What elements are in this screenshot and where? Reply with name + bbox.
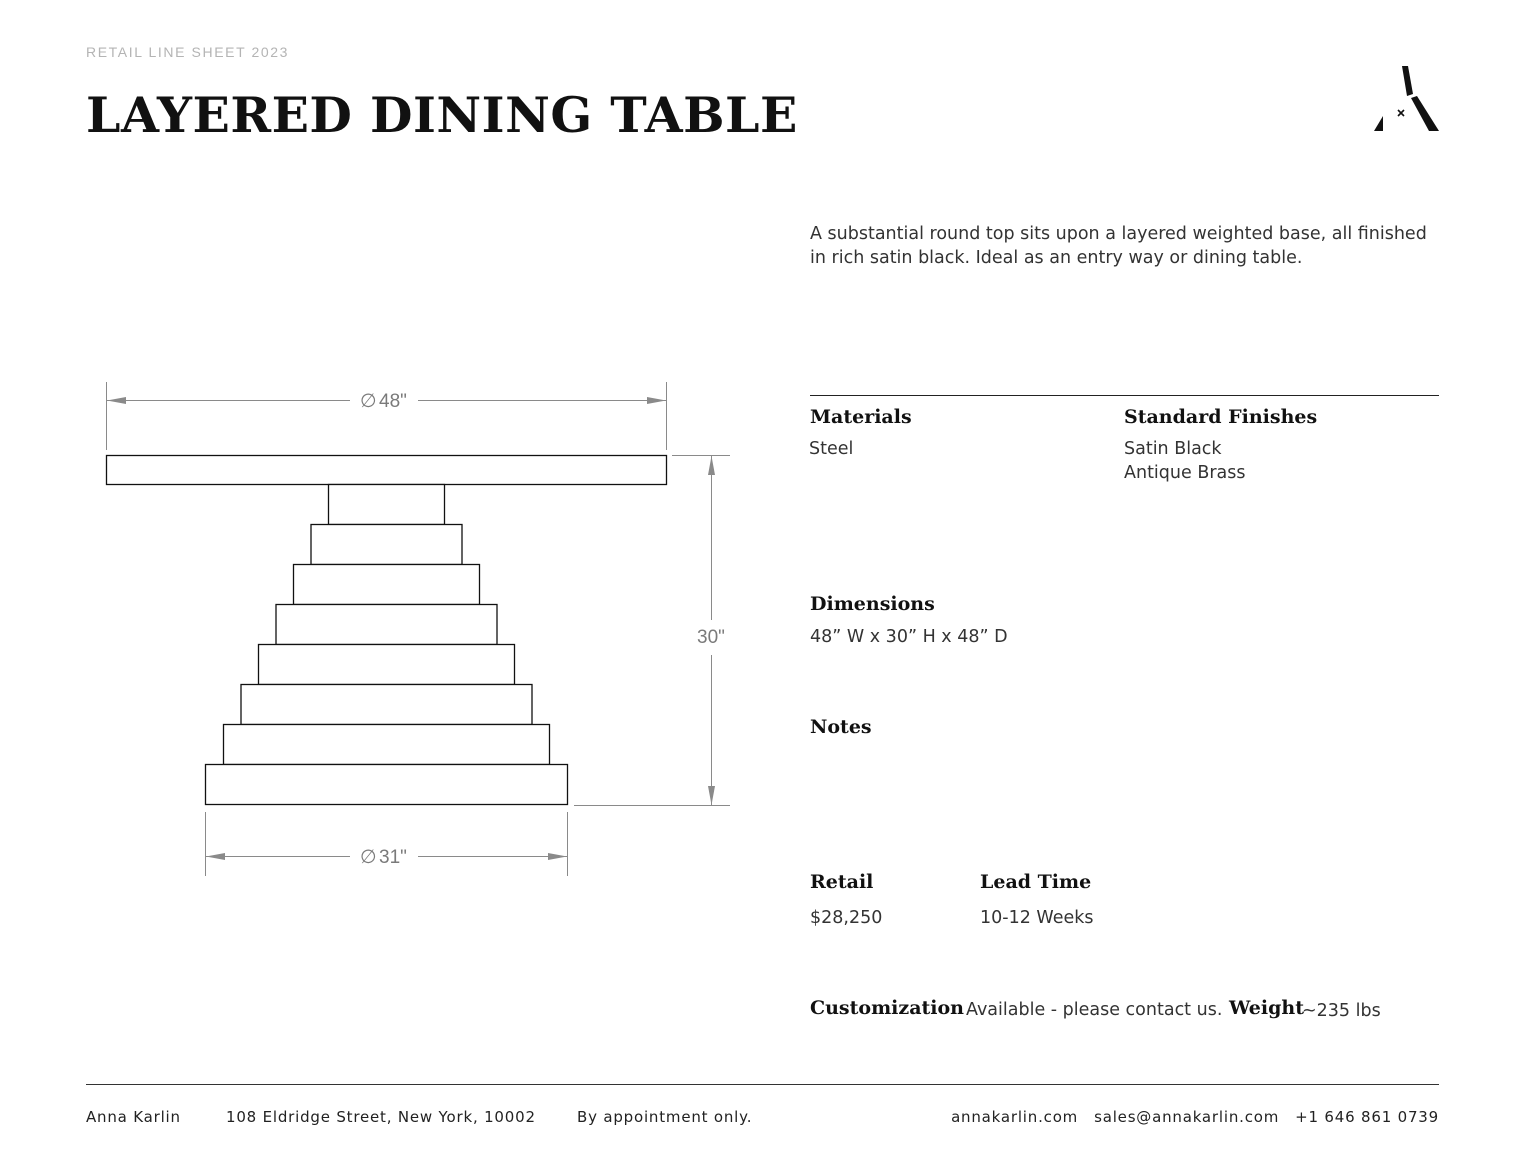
arrow-base-left: [206, 853, 225, 860]
base-diameter-label: 31": [379, 847, 407, 868]
weight-value: ~235 lbs: [1302, 1001, 1381, 1021]
materials-value: Steel: [809, 439, 854, 459]
height-label: 30": [697, 627, 725, 648]
retail-label: Retail: [810, 871, 874, 893]
lead-time-value: 10-12 Weeks: [980, 908, 1094, 928]
lead-time-label: Lead Time: [980, 871, 1092, 893]
footer-company-name: Anna Karlin: [86, 1108, 181, 1126]
footer-address: 108 Eldridge Street, New York, 10002: [226, 1108, 536, 1126]
base-tier-6: [224, 725, 550, 765]
base-tier-5: [241, 685, 532, 725]
line-sheet-label: RETAIL LINE SHEET 2023: [86, 44, 290, 60]
footer-email-link[interactable]: sales@annakarlin.com: [1094, 1108, 1280, 1126]
arrow-base-right: [548, 853, 567, 860]
customization-label: Customization: [810, 997, 964, 1019]
table-top: [107, 456, 667, 485]
finish-satin-black: Satin Black: [1124, 439, 1222, 459]
table-pedestal-column: [329, 485, 445, 525]
base-tier-7: [206, 765, 568, 805]
footer-contacts: [951, 1108, 1439, 1126]
footer-website-link[interactable]: annakarlin.com: [951, 1108, 1079, 1126]
arrow-top-right: [647, 397, 666, 404]
finish-antique-brass: Antique Brass: [1124, 463, 1246, 483]
footer-divider: [86, 1084, 1439, 1085]
base-diameter-symbol: ∅: [360, 847, 377, 868]
table-technical-drawing: [95, 375, 740, 885]
dimensions-label: Dimensions: [810, 593, 935, 615]
customization-value: Available - please contact us.: [966, 1000, 1223, 1020]
product-description: A substantial round top sits upon a layered weighted base, all finished in rich satin black. Ideal as an entry way or dining table.: [810, 224, 1427, 268]
dimensions-value: 48” W x 30” H x 48” D: [810, 627, 1008, 647]
base-tier-3: [276, 605, 497, 645]
product-title: LAYERED DINING TABLE: [86, 86, 798, 144]
arrow-top-left: [107, 397, 126, 404]
arrow-height-bottom: [708, 786, 715, 805]
base-tier-1: [311, 525, 462, 565]
footer-phone[interactable]: +1 646 861 0739: [1295, 1108, 1439, 1126]
top-diameter-symbol: ∅: [360, 391, 377, 412]
brand-monogram-icon: [1372, 64, 1440, 132]
notes-label: Notes: [810, 716, 872, 738]
specs-divider: [810, 395, 1439, 396]
arrow-height-top: [708, 456, 715, 475]
base-tier-4: [259, 645, 515, 685]
base-tier-2: [294, 565, 480, 605]
footer-hours: By appointment only.: [577, 1108, 753, 1126]
weight-label: Weight: [1229, 997, 1304, 1019]
retail-price: $28,250: [810, 908, 883, 928]
finishes-label: Standard Finishes: [1124, 406, 1318, 428]
materials-label: Materials: [810, 406, 912, 428]
top-diameter-label: 48": [379, 391, 407, 412]
